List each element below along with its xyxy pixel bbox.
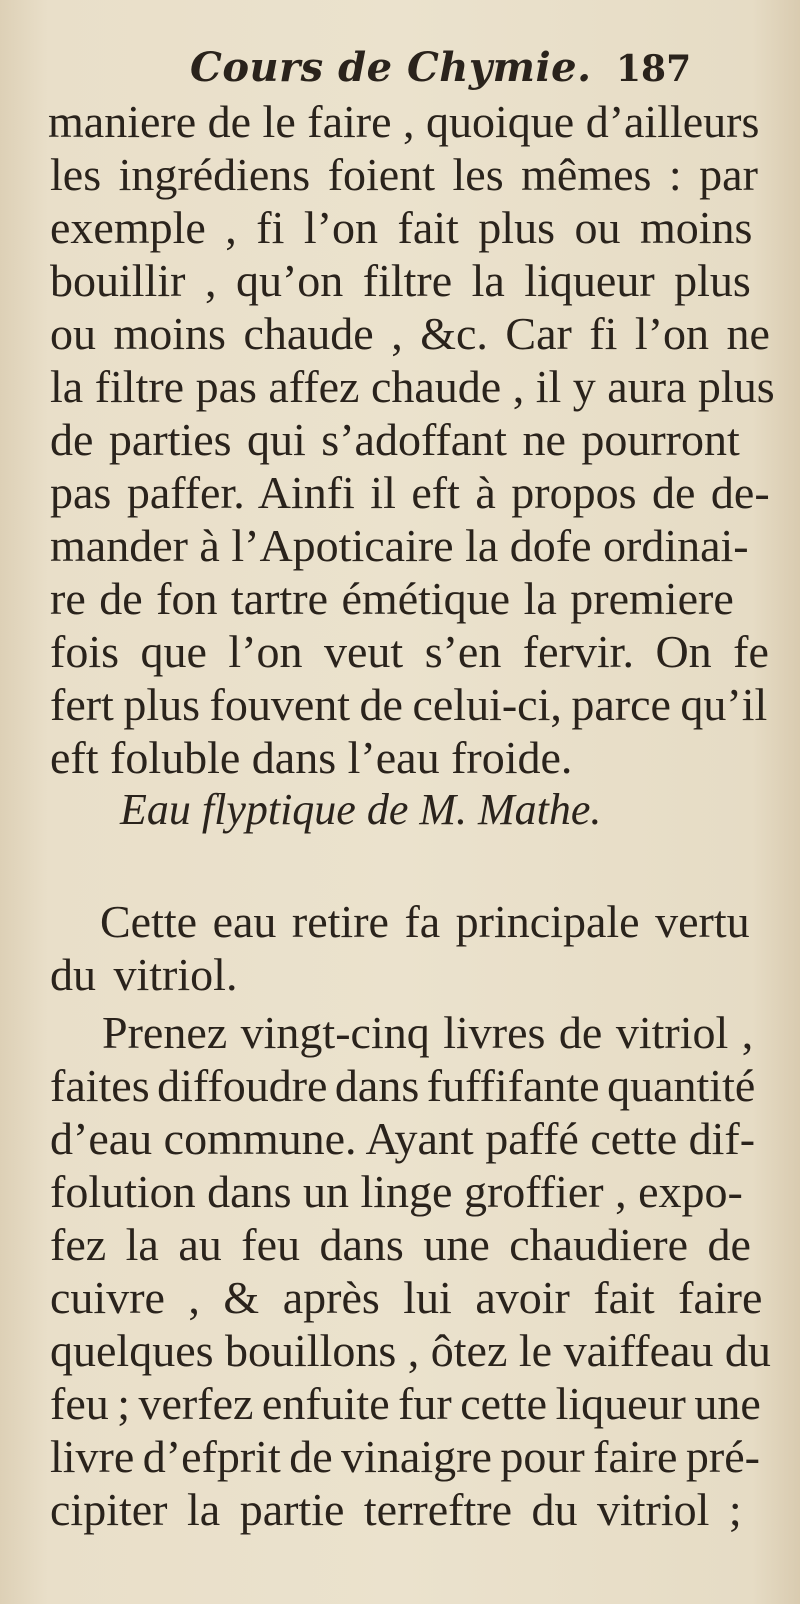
text-line: mander à l’Apoticaire la dofe ordinai- — [50, 520, 749, 571]
text-line: les ingrédiens foient les mêmes : par — [50, 149, 758, 200]
text-line: fois que l’on veut s’en fervir. On fe — [50, 626, 769, 677]
text-line: fert plus fouvent de celui-ci, parce qu’il — [50, 679, 768, 730]
page-header — [0, 44, 800, 94]
text-line: Cette eau retire fa principale vertu — [100, 896, 750, 947]
running-title: Cours de Chymie. — [190, 44, 592, 91]
text-line: re de fon tartre émétique la premiere — [50, 573, 734, 624]
text-line: la filtre pas affez chaude , il y aura plus — [50, 361, 775, 412]
text-line: livre d’efprit de vinaigre pour faire pré- — [50, 1431, 760, 1482]
text-line: fez la au feu dans une chaudiere de — [50, 1219, 751, 1270]
text-line: feu ; verfez enfuite fur cette liqueur une — [50, 1378, 761, 1429]
text-line: Prenez vingt-cinq livres de vitriol , — [102, 1007, 754, 1058]
text-line: pas paffer. Ainfi il eft à propos de de- — [50, 467, 770, 518]
text-line: quelques bouillons , ôtez le vaiffeau du — [50, 1325, 771, 1376]
text-line: faites diffoudre dans fuffifante quantité — [50, 1060, 756, 1111]
text-line: cuivre , & après lui avoir fait faire — [50, 1272, 763, 1323]
text-line: folution dans un linge groffier , expo- — [50, 1166, 743, 1217]
text-line: exemple , fi l’on fait plus ou moins — [50, 202, 753, 253]
text-line: du vitriol. — [50, 949, 238, 1000]
text-line: de parties qui s’adoffant ne pourront — [50, 414, 740, 465]
text-line: cipiter la partie terreftre du vitriol ; — [50, 1484, 742, 1535]
text-line: eft foluble dans l’eau froide. — [50, 732, 573, 783]
text-line: ou moins chaude , &c. Car fi l’on ne — [50, 308, 770, 359]
page-number: 187 — [616, 48, 692, 90]
text-line: maniere de le faire , quoique d’ailleurs — [48, 96, 760, 147]
text-line: d’eau commune. Ayant paffé cette dif- — [50, 1113, 756, 1164]
section-heading: Eau flyptique de M. Mathe. — [120, 785, 602, 834]
text-line: bouillir , qu’on filtre la liqueur plus — [50, 255, 751, 306]
